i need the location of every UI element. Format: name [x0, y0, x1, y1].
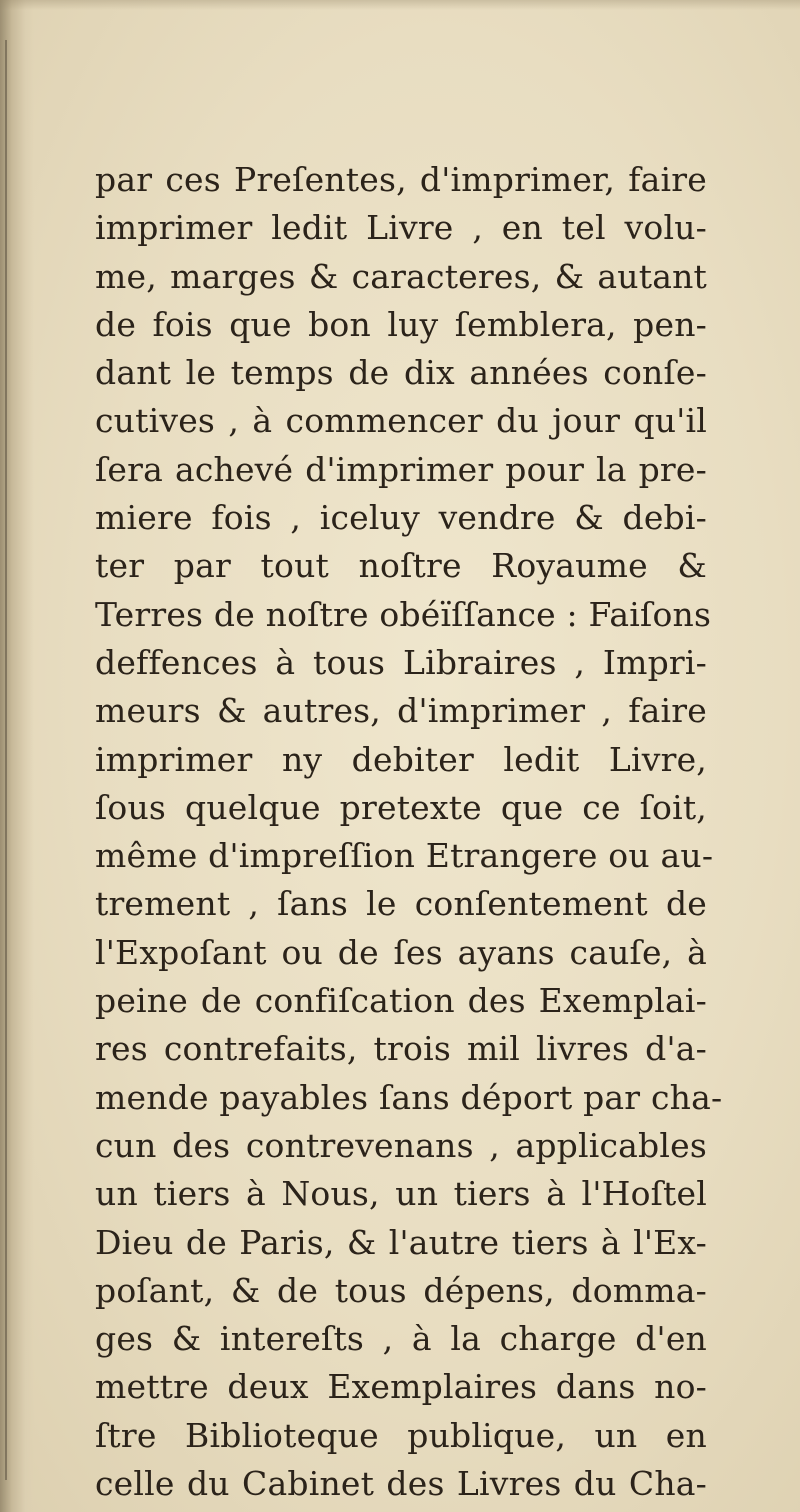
text-line: mende payables ſans déport par cha-: [95, 1077, 723, 1117]
text-line: ſous quelque pretexte que ce ſoit,: [95, 787, 707, 827]
text-line: me, marges & caracteres, & autant: [95, 256, 707, 296]
text-line: Dieu de Paris, & l'autre tiers à l'Ex-: [95, 1222, 707, 1262]
text-line: cutives , à commencer du jour qu'il: [95, 401, 707, 441]
text-line: dant le temps de dix années conſe-: [95, 353, 707, 393]
text-line: res contrefaits, trois mil livres d'a-: [95, 1029, 707, 1069]
text-line: ſtre Biblioteque publique, un en: [95, 1415, 707, 1455]
text-line: de fois que bon luy ſemblera, pen-: [95, 304, 707, 344]
text-line: par ces Preſentes, d'imprimer, faire: [95, 160, 707, 199]
text-line: trement , ſans le conſentement de: [95, 884, 707, 924]
text-line: ſera achevé d'imprimer pour la pre-: [95, 449, 707, 489]
text-line: cun des contrevenans , applicables: [95, 1125, 707, 1165]
text-line: poſant, & de tous dépens, domma-: [95, 1270, 707, 1310]
text-line: deffences à tous Libraires , Impri-: [95, 642, 707, 682]
body-text: [95, 156, 723, 1508]
text-line: mettre deux Exemplaires dans no-: [95, 1367, 707, 1407]
text-line: ter par tout noſtre Royaume &: [95, 546, 707, 586]
text-line: miere fois , iceluy vendre & debi-: [95, 498, 707, 538]
text-line: Terres de noſtre obéïſſance : Faiſons: [95, 594, 712, 634]
text-line: imprimer ledit Livre , en tel volu-: [95, 208, 707, 248]
page-top-edge: [0, 0, 800, 10]
text-line: l'Expoſant ou de ſes ayans cauſe, à: [95, 932, 707, 972]
text-line: même d'impreſſion Etrangere ou au-: [95, 836, 714, 876]
binding-edge-line: [5, 40, 7, 1480]
text-line: un tiers à Nous, un tiers à l'Hoſtel: [95, 1174, 707, 1214]
text-line: ges & intereſts , à la charge d'en: [95, 1319, 707, 1359]
text-line: celle du Cabinet des Livres du Cha-: [95, 1464, 707, 1504]
text-line: peine de confiſcation des Exemplai-: [95, 981, 707, 1021]
text-line: meurs & autres, d'imprimer , faire: [95, 691, 707, 731]
text-line: imprimer ny debiter ledit Livre,: [95, 739, 707, 779]
